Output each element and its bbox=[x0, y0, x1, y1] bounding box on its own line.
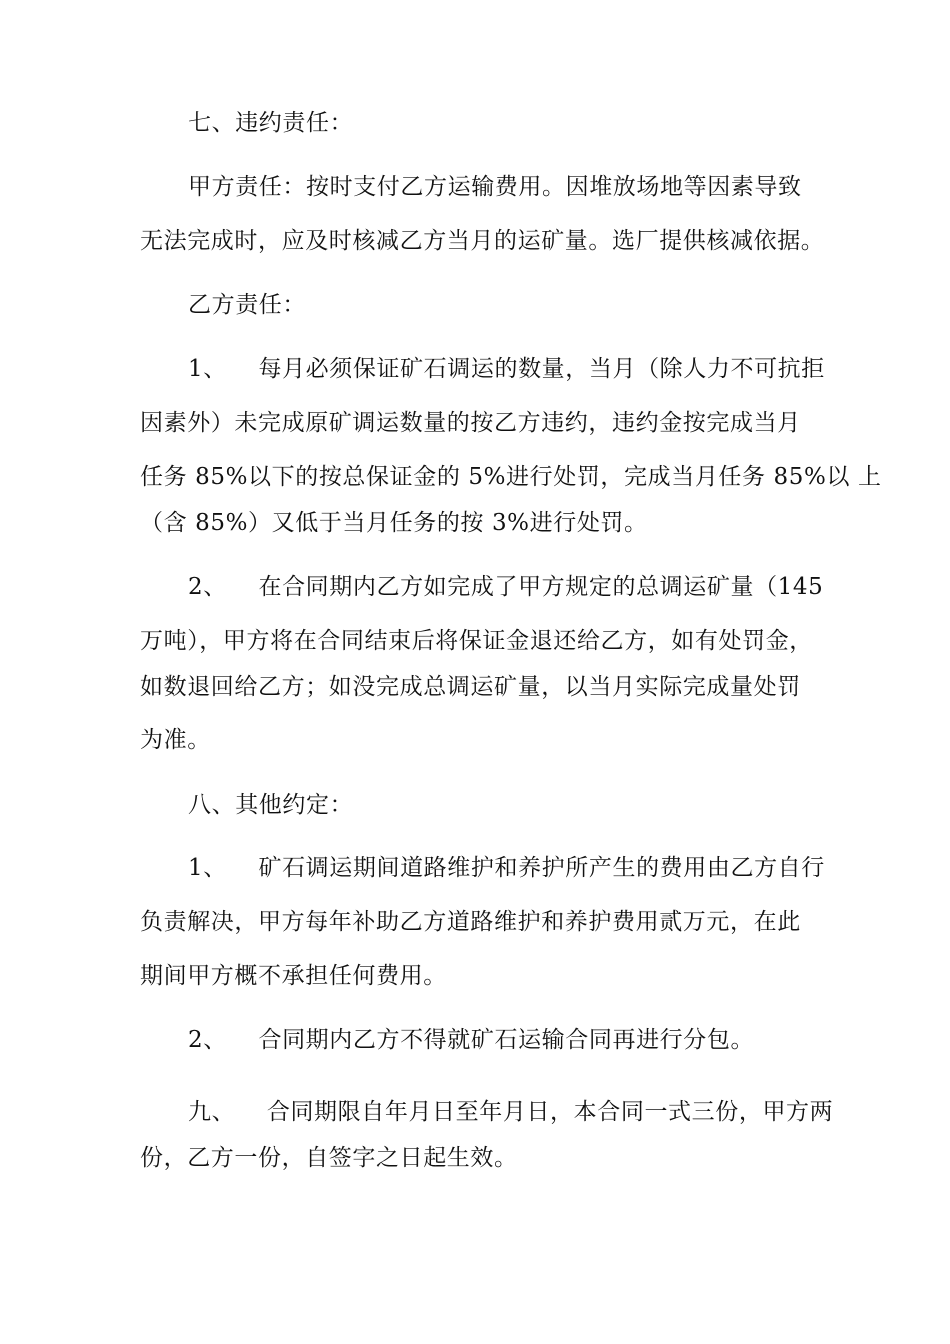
item-7-2-line-4: 为准。 bbox=[140, 727, 211, 753]
item-7-2-line-2: 万吨），甲方将在合同结束后将保证金退还给乙方，如有处罚金， bbox=[140, 628, 813, 654]
item-7-1-line-2: 因素外）未完成原矿调运数量的按乙方违约，违约金按完成当月 bbox=[140, 410, 801, 436]
party-a-responsibility-line-1: 甲方责任：按时支付乙方运输费用。因堆放场地等因素导致 bbox=[188, 174, 802, 200]
item-7-1-line-4: （含 85%）又低于当月任务的按 3%进行处罚。 bbox=[140, 510, 648, 536]
party-a-responsibility-line-2: 无法完成时，应及时核减乙方当月的运矿量。选厂提供核减依据。 bbox=[140, 228, 825, 254]
section-9-line-1: 九、 合同期限自年月日至年月日，本合同一式三份，甲方两 bbox=[188, 1099, 834, 1125]
item-8-1-line-2: 负责解决，甲方每年补助乙方道路维护和养护费用贰万元，在此 bbox=[140, 909, 801, 935]
section-8-heading: 八、其他约定： bbox=[188, 792, 354, 818]
item-8-1-line-1: 1、 矿石调运期间道路维护和养护所产生的费用由乙方自行 bbox=[188, 855, 825, 881]
item-7-2-line-1: 2、 在合同期内乙方如完成了甲方规定的总调运矿量（145 bbox=[188, 574, 824, 600]
item-7-2-line-3: 如数退回给乙方；如没完成总调运矿量，以当月实际完成量处罚 bbox=[140, 674, 801, 700]
item-7-1-line-3: 任务 85%以下的按总保证金的 5%进行处罚，完成当月任务 85%以 上 bbox=[140, 464, 882, 490]
section-7-heading: 七、违约责任： bbox=[188, 110, 354, 136]
section-9-line-2: 份，乙方一份，自签字之日起生效。 bbox=[140, 1145, 518, 1171]
party-b-responsibility-heading: 乙方责任： bbox=[188, 292, 306, 318]
item-8-2-line-1: 2、 合同期内乙方不得就矿石运输合同再进行分包。 bbox=[188, 1027, 755, 1053]
item-7-1-line-1: 1、 每月必须保证矿石调运的数量，当月（除人力不可抗拒 bbox=[188, 356, 825, 382]
item-8-1-line-3: 期间甲方概不承担任何费用。 bbox=[140, 963, 447, 989]
